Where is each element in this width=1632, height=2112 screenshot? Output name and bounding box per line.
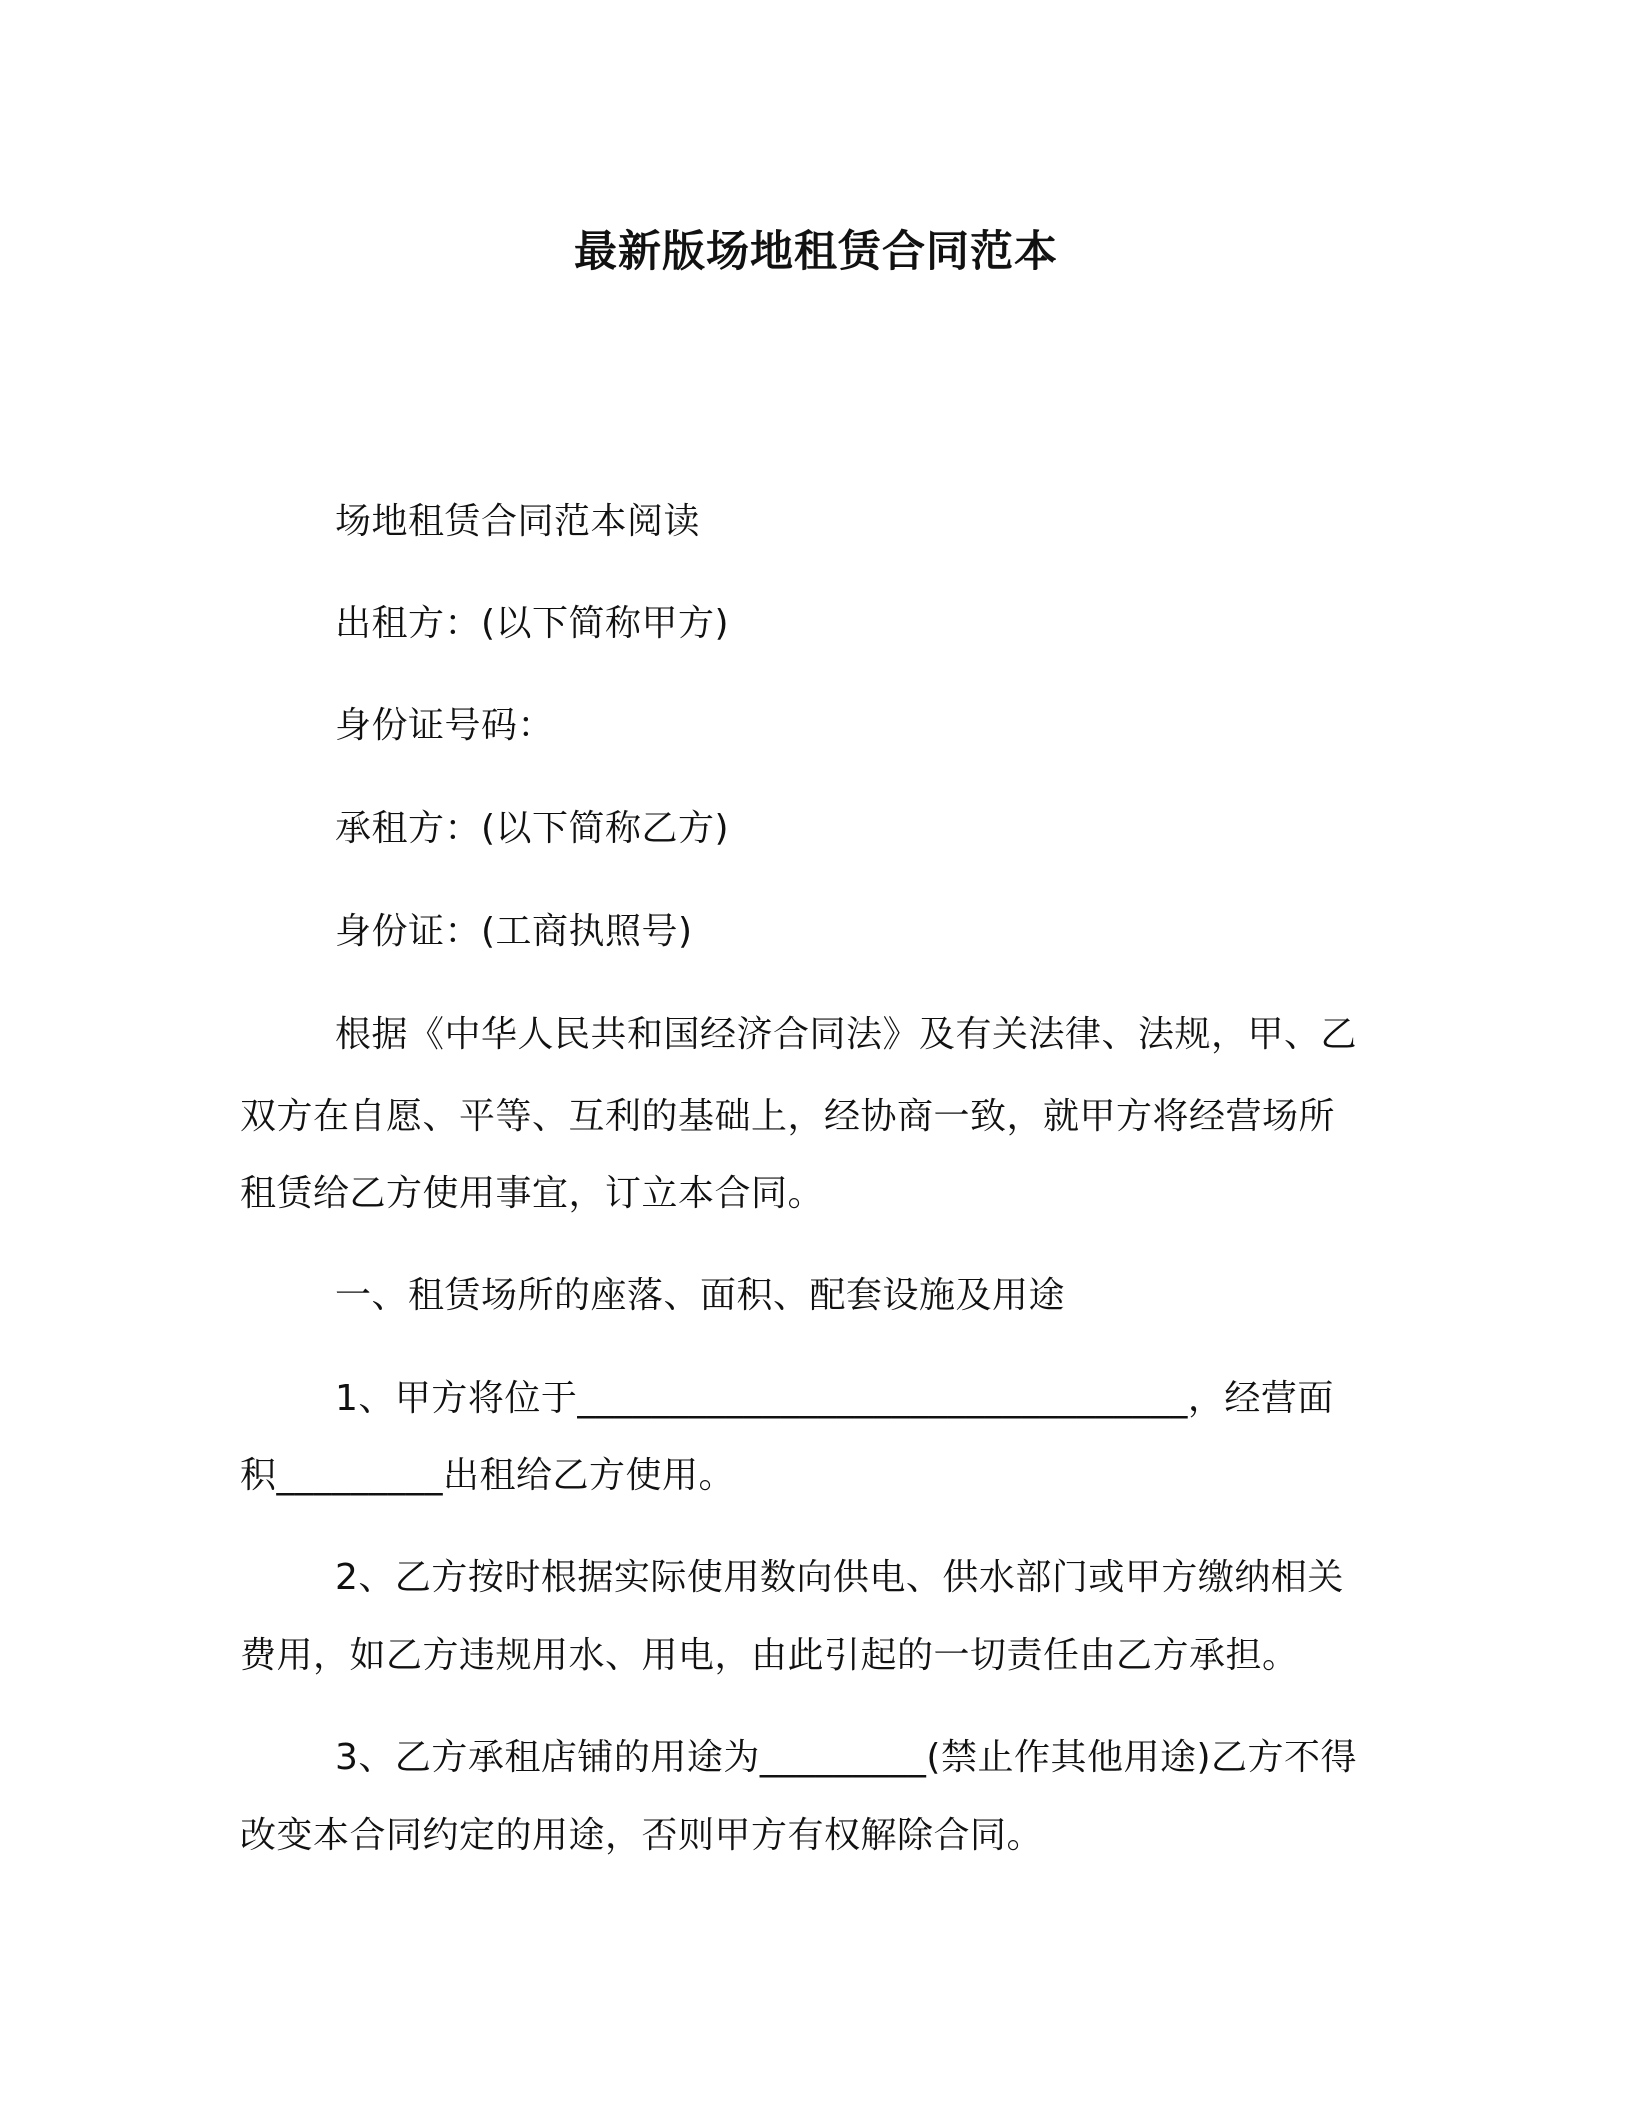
clause-2-line-1: 2、乙方按时根据实际使用数向供电、供水部门或甲方缴纳相关: [335, 1557, 1344, 1598]
lessor-line: 出租方：(以下简称甲方): [335, 603, 730, 644]
lessor-id-line: 身份证号码：: [335, 705, 555, 746]
lessee-line: 承租方：(以下简称乙方): [335, 808, 730, 849]
clause-3-line-2: 改变本合同约定的用途，否则甲方有权解除合同。: [240, 1815, 1044, 1856]
lessee-id-line: 身份证：(工商执照号): [335, 911, 693, 952]
clause-1-line-2: 积_________出租给乙方使用。: [240, 1455, 736, 1496]
document-title: 最新版场地租赁合同范本: [574, 227, 1058, 277]
clause-1-line-1: 1、甲方将位于_________________________________，经营面: [335, 1378, 1334, 1419]
preamble-line-3: 租赁给乙方使用事宜，订立本合同。: [240, 1173, 825, 1214]
section-heading-1: 一、租赁场所的座落、面积、配套设施及用途: [335, 1275, 1066, 1316]
clause-3-line-1: 3、乙方承租店铺的用途为_________(禁止作其他用途)乙方不得: [335, 1737, 1357, 1778]
preamble-line-1: 根据《中华人民共和国经济合同法》及有关法律、法规，甲、乙: [335, 1014, 1358, 1055]
preamble-line-2: 双方在自愿、平等、互利的基础上，经协商一致，就甲方将经营场所: [240, 1096, 1336, 1137]
clause-2-line-2: 费用，如乙方违规用水、用电，由此引起的一切责任由乙方承担。: [240, 1635, 1299, 1676]
doc-subtitle: 场地租赁合同范本阅读: [335, 501, 701, 542]
